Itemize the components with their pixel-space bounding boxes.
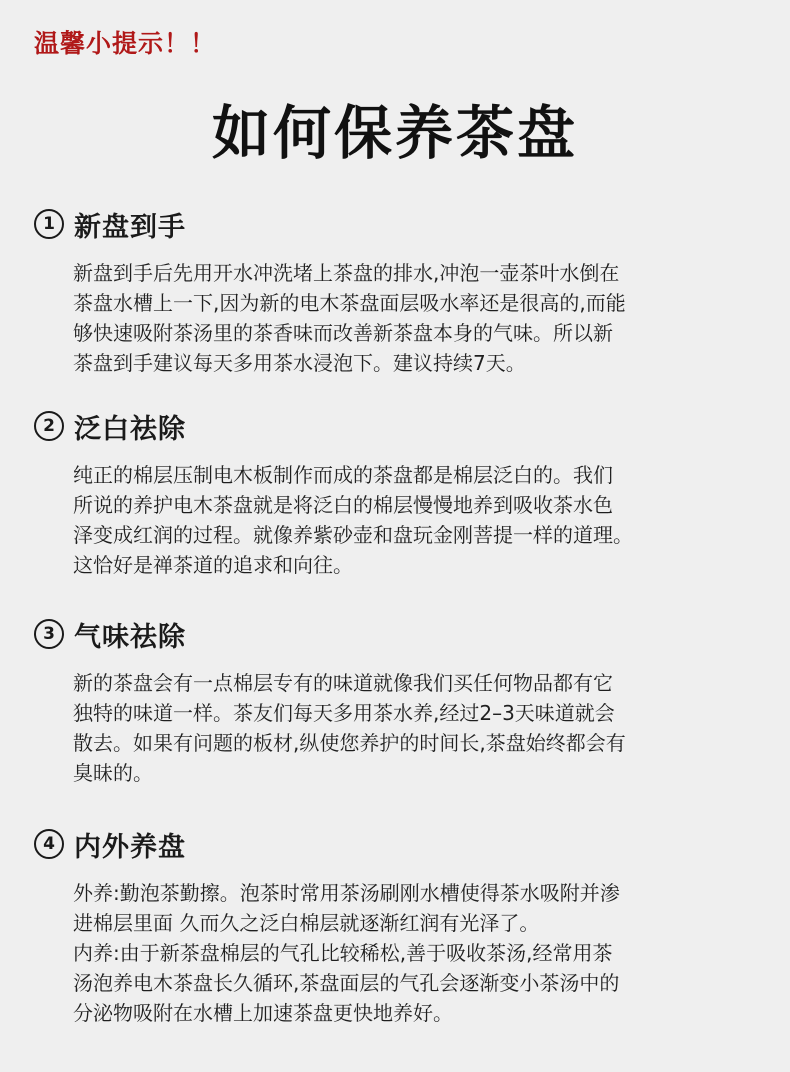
body-line: 所说的养护电木茶盘就是将泛白的棉层慢慢地养到吸收茶水色	[73, 493, 613, 517]
section-number-badge: 4	[34, 829, 64, 859]
section-body	[73, 460, 754, 580]
body-line: 茶盘水槽上一下,因为新的电木茶盘面层吸水率还是很高的,而能	[73, 291, 626, 315]
section-title: 泛白祛除	[74, 413, 186, 445]
section-header	[34, 616, 754, 652]
body-line: 汤泡养电木茶盘长久循环,茶盘面层的气孔会逐渐变小茶汤中的	[73, 971, 620, 995]
body-line: 外养:勤泡茶勤擦。泡茶时常用茶汤刷刚水槽使得茶水吸附并渗	[73, 881, 620, 905]
section-title: 气味祛除	[74, 621, 186, 653]
body-line: 新盘到手后先用开水冲洗堵上茶盘的排水,冲泡一壶茶叶水倒在	[73, 261, 620, 285]
body-line: 够快速吸附茶汤里的茶香味而改善新茶盘本身的气味。所以新	[73, 321, 613, 345]
page-title: 如何保养茶盘	[211, 99, 578, 167]
body-line: 分泌物吸附在水槽上加速茶盘更快地养好。	[73, 1001, 453, 1025]
section-number-badge: 2	[34, 411, 64, 441]
section-header	[34, 826, 754, 862]
section-title: 新盘到手	[74, 211, 186, 243]
body-line: 内养:由于新茶盘棉层的气孔比较稀松,善于吸收茶汤,经常用茶	[73, 941, 613, 965]
body-line: 这恰好是禅茶道的追求和向往。	[73, 553, 353, 577]
section-inner-outer-care	[34, 826, 754, 1028]
body-line: 臭昧的。	[73, 761, 153, 785]
section-new-tray	[34, 206, 754, 378]
section-body	[73, 258, 754, 378]
body-line: 独特的味道一样。茶友们每天多用茶水养,经过2–3天味道就会	[73, 701, 615, 725]
section-header	[34, 408, 754, 444]
body-line: 茶盘到手建议每天多用茶水浸泡下。建议持续7天。	[73, 351, 526, 375]
section-body	[73, 668, 754, 788]
section-odor-removal	[34, 616, 754, 788]
section-header	[34, 206, 754, 242]
section-whitening-removal	[34, 408, 754, 580]
body-line: 进棉层里面 久而久之泛白棉层就逐渐红润有光泽了。	[73, 911, 540, 935]
body-line: 散去。如果有问题的板材,纵使您养护的时间长,茶盘始终都会有	[73, 731, 626, 755]
section-body	[73, 878, 754, 1028]
section-number-badge: 3	[34, 619, 64, 649]
body-line: 纯正的棉层压制电木板制作而成的茶盘都是棉层泛白的。我们	[73, 463, 613, 487]
body-line: 新的茶盘会有一点棉层专有的味道就像我们买任何物品都有它	[73, 671, 613, 695]
body-line: 泽变成红润的过程。就像养紫砂壶和盘玩金刚菩提一样的道理。	[73, 523, 633, 547]
tip-label: 温馨小提示！！	[34, 29, 217, 58]
section-title: 内外养盘	[74, 831, 186, 863]
section-number-badge: 1	[34, 209, 64, 239]
